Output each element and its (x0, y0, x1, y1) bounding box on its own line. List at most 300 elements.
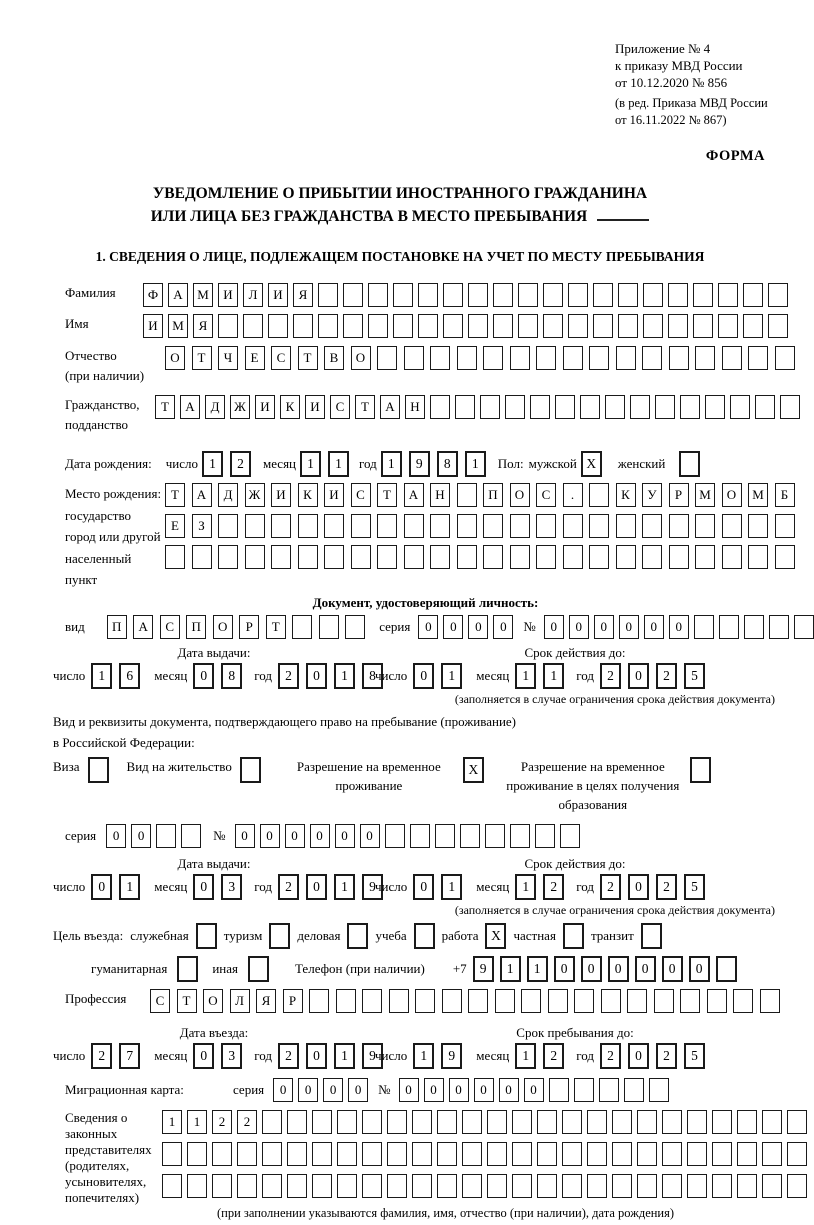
char-cell[interactable] (537, 1142, 557, 1166)
char-cell[interactable]: А (168, 283, 188, 307)
char-cell[interactable] (722, 346, 742, 370)
char-cell[interactable]: Ж (230, 395, 250, 419)
char-cell[interactable] (599, 1078, 619, 1102)
char-cell[interactable] (618, 283, 638, 307)
char-cell[interactable] (580, 395, 600, 419)
char-cell[interactable]: 0 (193, 1043, 214, 1069)
char-cell[interactable] (536, 346, 556, 370)
char-cell[interactable]: Б (775, 483, 795, 507)
char-cell[interactable] (309, 989, 329, 1013)
char-cell[interactable] (387, 1142, 407, 1166)
char-cell[interactable]: 2 (91, 1043, 112, 1069)
char-cell[interactable] (662, 1110, 682, 1134)
char-cell[interactable]: 0 (628, 1043, 649, 1069)
char-cell[interactable] (616, 545, 636, 569)
char-cell[interactable] (642, 346, 662, 370)
char-cell[interactable]: 2 (212, 1110, 232, 1134)
char-cell[interactable]: М (748, 483, 768, 507)
char-cell[interactable] (693, 283, 713, 307)
char-cell[interactable] (293, 314, 313, 338)
char-cell[interactable]: 1 (334, 663, 355, 689)
checkbox-cell[interactable] (177, 956, 198, 982)
char-cell[interactable] (418, 314, 438, 338)
char-cell[interactable] (568, 314, 588, 338)
char-cell[interactable] (536, 545, 556, 569)
char-cell[interactable]: 3 (221, 1043, 242, 1069)
char-cell[interactable] (181, 824, 201, 848)
checkbox-cell[interactable] (88, 757, 109, 783)
char-cell[interactable] (687, 1110, 707, 1134)
char-cell[interactable]: 0 (193, 663, 214, 689)
char-cell[interactable]: М (695, 483, 715, 507)
char-cell[interactable] (362, 1142, 382, 1166)
char-cell[interactable] (769, 615, 789, 639)
char-cell[interactable] (412, 1174, 432, 1198)
char-cell[interactable] (237, 1142, 257, 1166)
char-cell[interactable]: 1 (91, 663, 112, 689)
char-cell[interactable] (601, 989, 621, 1013)
char-cell[interactable]: 0 (569, 615, 589, 639)
char-cell[interactable]: 2 (278, 1043, 299, 1069)
checkbox-cell[interactable] (347, 923, 368, 949)
char-cell[interactable] (662, 1142, 682, 1166)
char-cell[interactable] (655, 395, 675, 419)
char-cell[interactable]: 8 (362, 663, 383, 689)
char-cell[interactable]: О (351, 346, 371, 370)
char-cell[interactable] (362, 1174, 382, 1198)
char-cell[interactable] (555, 395, 575, 419)
char-cell[interactable]: О (510, 483, 530, 507)
char-cell[interactable] (457, 346, 477, 370)
char-cell[interactable]: . (563, 483, 583, 507)
char-cell[interactable] (510, 346, 530, 370)
char-cell[interactable] (510, 824, 530, 848)
char-cell[interactable]: Ж (245, 483, 265, 507)
char-cell[interactable]: 7 (119, 1043, 140, 1069)
char-cell[interactable]: О (203, 989, 223, 1013)
char-cell[interactable]: С (271, 346, 291, 370)
char-cell[interactable]: 0 (628, 663, 649, 689)
char-cell[interactable]: 0 (91, 874, 112, 900)
char-cell[interactable] (192, 545, 212, 569)
char-cell[interactable]: 8 (437, 451, 458, 477)
char-cell[interactable] (549, 1078, 569, 1102)
char-cell[interactable] (410, 824, 430, 848)
char-cell[interactable] (589, 514, 609, 538)
char-cell[interactable] (616, 514, 636, 538)
char-cell[interactable]: 0 (273, 1078, 293, 1102)
char-cell[interactable] (457, 483, 477, 507)
char-cell[interactable]: 0 (635, 956, 656, 982)
char-cell[interactable]: 0 (260, 824, 280, 848)
char-cell[interactable]: Е (245, 346, 265, 370)
char-cell[interactable]: К (280, 395, 300, 419)
char-cell[interactable] (437, 1142, 457, 1166)
char-cell[interactable]: И (271, 483, 291, 507)
char-cell[interactable] (760, 989, 780, 1013)
char-cell[interactable] (562, 1142, 582, 1166)
char-cell[interactable] (393, 283, 413, 307)
char-cell[interactable] (187, 1174, 207, 1198)
char-cell[interactable]: 0 (628, 874, 649, 900)
char-cell[interactable] (587, 1174, 607, 1198)
char-cell[interactable]: 6 (119, 663, 140, 689)
char-cell[interactable]: 0 (306, 663, 327, 689)
char-cell[interactable]: Ф (143, 283, 163, 307)
char-cell[interactable]: 1 (119, 874, 140, 900)
char-cell[interactable]: А (380, 395, 400, 419)
char-cell[interactable] (668, 283, 688, 307)
char-cell[interactable] (362, 989, 382, 1013)
char-cell[interactable]: 0 (554, 956, 575, 982)
char-cell[interactable] (748, 545, 768, 569)
char-cell[interactable] (298, 545, 318, 569)
char-cell[interactable] (521, 989, 541, 1013)
char-cell[interactable] (462, 1142, 482, 1166)
char-cell[interactable] (468, 989, 488, 1013)
char-cell[interactable]: Л (230, 989, 250, 1013)
char-cell[interactable] (605, 395, 625, 419)
char-cell[interactable] (343, 314, 363, 338)
char-cell[interactable]: 0 (662, 956, 683, 982)
char-cell[interactable] (543, 314, 563, 338)
char-cell[interactable]: 2 (278, 874, 299, 900)
char-cell[interactable] (624, 1078, 644, 1102)
char-cell[interactable] (343, 283, 363, 307)
char-cell[interactable] (589, 483, 609, 507)
char-cell[interactable] (642, 514, 662, 538)
char-cell[interactable] (362, 1110, 382, 1134)
char-cell[interactable] (748, 346, 768, 370)
char-cell[interactable] (245, 545, 265, 569)
char-cell[interactable]: 1 (334, 1043, 355, 1069)
char-cell[interactable]: И (143, 314, 163, 338)
char-cell[interactable] (162, 1142, 182, 1166)
char-cell[interactable] (351, 545, 371, 569)
checkbox-cell[interactable] (248, 956, 269, 982)
char-cell[interactable] (787, 1110, 807, 1134)
char-cell[interactable]: 1 (187, 1110, 207, 1134)
char-cell[interactable] (643, 283, 663, 307)
char-cell[interactable]: Т (165, 483, 185, 507)
char-cell[interactable]: А (192, 483, 212, 507)
char-cell[interactable] (593, 314, 613, 338)
char-cell[interactable] (730, 395, 750, 419)
char-cell[interactable] (156, 824, 176, 848)
char-cell[interactable] (262, 1142, 282, 1166)
char-cell[interactable]: 0 (285, 824, 305, 848)
char-cell[interactable]: Ч (218, 346, 238, 370)
char-cell[interactable] (637, 1142, 657, 1166)
char-cell[interactable] (518, 283, 538, 307)
char-cell[interactable] (493, 283, 513, 307)
char-cell[interactable]: 9 (362, 874, 383, 900)
char-cell[interactable] (287, 1110, 307, 1134)
char-cell[interactable] (487, 1110, 507, 1134)
char-cell[interactable]: 0 (608, 956, 629, 982)
char-cell[interactable]: У (642, 483, 662, 507)
char-cell[interactable]: 0 (348, 1078, 368, 1102)
char-cell[interactable]: К (616, 483, 636, 507)
char-cell[interactable]: 3 (221, 874, 242, 900)
char-cell[interactable]: Р (669, 483, 689, 507)
char-cell[interactable]: 0 (106, 824, 126, 848)
char-cell[interactable]: 0 (449, 1078, 469, 1102)
char-cell[interactable] (562, 1174, 582, 1198)
char-cell[interactable] (694, 615, 714, 639)
char-cell[interactable]: 0 (298, 1078, 318, 1102)
char-cell[interactable]: Т (377, 483, 397, 507)
char-cell[interactable] (212, 1174, 232, 1198)
char-cell[interactable] (318, 283, 338, 307)
char-cell[interactable]: 2 (656, 1043, 677, 1069)
char-cell[interactable] (324, 545, 344, 569)
char-cell[interactable] (669, 514, 689, 538)
char-cell[interactable]: 2 (600, 874, 621, 900)
char-cell[interactable]: А (180, 395, 200, 419)
char-cell[interactable]: 1 (381, 451, 402, 477)
char-cell[interactable] (324, 514, 344, 538)
char-cell[interactable] (574, 1078, 594, 1102)
char-cell[interactable] (268, 314, 288, 338)
char-cell[interactable] (487, 1142, 507, 1166)
char-cell[interactable] (505, 395, 525, 419)
char-cell[interactable]: 0 (399, 1078, 419, 1102)
char-cell[interactable] (312, 1110, 332, 1134)
char-cell[interactable]: Р (239, 615, 259, 639)
char-cell[interactable]: 2 (600, 1043, 621, 1069)
char-cell[interactable] (669, 346, 689, 370)
char-cell[interactable]: 1 (515, 1043, 536, 1069)
char-cell[interactable] (457, 545, 477, 569)
char-cell[interactable]: 0 (581, 956, 602, 982)
char-cell[interactable] (418, 283, 438, 307)
char-cell[interactable] (680, 989, 700, 1013)
char-cell[interactable] (560, 824, 580, 848)
char-cell[interactable] (483, 514, 503, 538)
char-cell[interactable] (368, 314, 388, 338)
char-cell[interactable] (718, 314, 738, 338)
char-cell[interactable] (368, 283, 388, 307)
char-cell[interactable] (245, 514, 265, 538)
checkbox-cell[interactable] (641, 923, 662, 949)
char-cell[interactable] (563, 514, 583, 538)
char-cell[interactable] (722, 514, 742, 538)
char-cell[interactable] (722, 545, 742, 569)
char-cell[interactable] (589, 346, 609, 370)
char-cell[interactable]: Я (293, 283, 313, 307)
checkbox-cell[interactable] (196, 923, 217, 949)
char-cell[interactable] (643, 314, 663, 338)
char-cell[interactable]: 9 (441, 1043, 462, 1069)
char-cell[interactable] (351, 514, 371, 538)
char-cell[interactable]: 2 (543, 874, 564, 900)
char-cell[interactable]: 0 (544, 615, 564, 639)
char-cell[interactable] (744, 615, 764, 639)
char-cell[interactable]: А (404, 483, 424, 507)
char-cell[interactable] (415, 989, 435, 1013)
char-cell[interactable] (712, 1174, 732, 1198)
char-cell[interactable] (748, 514, 768, 538)
char-cell[interactable]: З (192, 514, 212, 538)
char-cell[interactable]: 8 (221, 663, 242, 689)
char-cell[interactable] (743, 283, 763, 307)
char-cell[interactable]: 2 (237, 1110, 257, 1134)
char-cell[interactable] (775, 346, 795, 370)
char-cell[interactable] (412, 1110, 432, 1134)
char-cell[interactable]: 1 (334, 874, 355, 900)
char-cell[interactable] (543, 283, 563, 307)
char-cell[interactable]: 1 (515, 663, 536, 689)
char-cell[interactable] (649, 1078, 669, 1102)
char-cell[interactable] (733, 989, 753, 1013)
char-cell[interactable] (218, 314, 238, 338)
char-cell[interactable]: 5 (684, 874, 705, 900)
char-cell[interactable]: 0 (310, 824, 330, 848)
char-cell[interactable]: С (330, 395, 350, 419)
char-cell[interactable]: Т (177, 989, 197, 1013)
char-cell[interactable] (457, 514, 477, 538)
char-cell[interactable] (430, 545, 450, 569)
char-cell[interactable]: 0 (424, 1078, 444, 1102)
char-cell[interactable]: Д (205, 395, 225, 419)
char-cell[interactable]: П (107, 615, 127, 639)
char-cell[interactable] (680, 395, 700, 419)
char-cell[interactable] (662, 1174, 682, 1198)
char-cell[interactable]: 0 (474, 1078, 494, 1102)
char-cell[interactable] (794, 615, 814, 639)
char-cell[interactable] (787, 1174, 807, 1198)
char-cell[interactable] (345, 615, 365, 639)
char-cell[interactable] (537, 1110, 557, 1134)
char-cell[interactable] (737, 1142, 757, 1166)
char-cell[interactable] (642, 545, 662, 569)
char-cell[interactable]: 0 (443, 615, 463, 639)
char-cell[interactable]: 1 (300, 451, 321, 477)
char-cell[interactable] (312, 1174, 332, 1198)
checkbox-cell[interactable] (679, 451, 700, 477)
char-cell[interactable] (385, 824, 405, 848)
char-cell[interactable]: К (298, 483, 318, 507)
char-cell[interactable]: 1 (162, 1110, 182, 1134)
char-cell[interactable]: 9 (473, 956, 494, 982)
char-cell[interactable]: Н (430, 483, 450, 507)
char-cell[interactable]: 1 (441, 663, 462, 689)
char-cell[interactable] (716, 956, 737, 982)
char-cell[interactable] (218, 545, 238, 569)
char-cell[interactable] (377, 545, 397, 569)
char-cell[interactable]: А (133, 615, 153, 639)
char-cell[interactable] (462, 1110, 482, 1134)
char-cell[interactable]: О (165, 346, 185, 370)
char-cell[interactable] (212, 1142, 232, 1166)
char-cell[interactable] (480, 395, 500, 419)
char-cell[interactable] (627, 989, 647, 1013)
char-cell[interactable]: Л (243, 283, 263, 307)
char-cell[interactable] (262, 1110, 282, 1134)
char-cell[interactable] (775, 514, 795, 538)
char-cell[interactable] (518, 314, 538, 338)
char-cell[interactable] (262, 1174, 282, 1198)
char-cell[interactable] (512, 1174, 532, 1198)
char-cell[interactable]: Т (192, 346, 212, 370)
char-cell[interactable] (612, 1142, 632, 1166)
char-cell[interactable] (298, 514, 318, 538)
char-cell[interactable] (587, 1110, 607, 1134)
char-cell[interactable]: И (324, 483, 344, 507)
char-cell[interactable] (612, 1174, 632, 1198)
checkbox-cell[interactable]: X (485, 923, 506, 949)
char-cell[interactable] (510, 545, 530, 569)
char-cell[interactable]: В (324, 346, 344, 370)
char-cell[interactable] (637, 1110, 657, 1134)
char-cell[interactable]: 0 (323, 1078, 343, 1102)
char-cell[interactable] (695, 514, 715, 538)
char-cell[interactable]: 0 (669, 615, 689, 639)
char-cell[interactable] (237, 1174, 257, 1198)
char-cell[interactable]: 1 (500, 956, 521, 982)
char-cell[interactable] (548, 989, 568, 1013)
char-cell[interactable] (387, 1110, 407, 1134)
char-cell[interactable] (483, 346, 503, 370)
char-cell[interactable] (712, 1142, 732, 1166)
char-cell[interactable]: 0 (413, 874, 434, 900)
char-cell[interactable] (487, 1174, 507, 1198)
char-cell[interactable]: Я (256, 989, 276, 1013)
char-cell[interactable]: Т (266, 615, 286, 639)
char-cell[interactable] (612, 1110, 632, 1134)
checkbox-cell[interactable]: X (581, 451, 602, 477)
char-cell[interactable]: 9 (409, 451, 430, 477)
char-cell[interactable] (243, 314, 263, 338)
char-cell[interactable] (589, 545, 609, 569)
char-cell[interactable] (535, 824, 555, 848)
char-cell[interactable] (695, 346, 715, 370)
char-cell[interactable] (337, 1142, 357, 1166)
char-cell[interactable] (468, 283, 488, 307)
char-cell[interactable] (616, 346, 636, 370)
char-cell[interactable]: И (268, 283, 288, 307)
char-cell[interactable] (755, 395, 775, 419)
char-cell[interactable] (537, 1174, 557, 1198)
char-cell[interactable]: С (351, 483, 371, 507)
char-cell[interactable]: И (255, 395, 275, 419)
char-cell[interactable]: 2 (230, 451, 251, 477)
char-cell[interactable]: 5 (684, 663, 705, 689)
char-cell[interactable] (318, 314, 338, 338)
char-cell[interactable] (483, 545, 503, 569)
char-cell[interactable] (762, 1110, 782, 1134)
checkbox-cell[interactable] (240, 757, 261, 783)
char-cell[interactable] (737, 1174, 757, 1198)
char-cell[interactable]: 0 (524, 1078, 544, 1102)
char-cell[interactable] (512, 1110, 532, 1134)
char-cell[interactable]: 0 (499, 1078, 519, 1102)
char-cell[interactable] (495, 989, 515, 1013)
char-cell[interactable] (743, 314, 763, 338)
char-cell[interactable] (430, 346, 450, 370)
char-cell[interactable] (389, 989, 409, 1013)
char-cell[interactable]: М (168, 314, 188, 338)
char-cell[interactable]: Р (283, 989, 303, 1013)
char-cell[interactable] (393, 314, 413, 338)
char-cell[interactable]: 1 (202, 451, 223, 477)
char-cell[interactable] (737, 1110, 757, 1134)
char-cell[interactable] (271, 514, 291, 538)
char-cell[interactable] (637, 1174, 657, 1198)
char-cell[interactable] (787, 1142, 807, 1166)
char-cell[interactable] (337, 1174, 357, 1198)
